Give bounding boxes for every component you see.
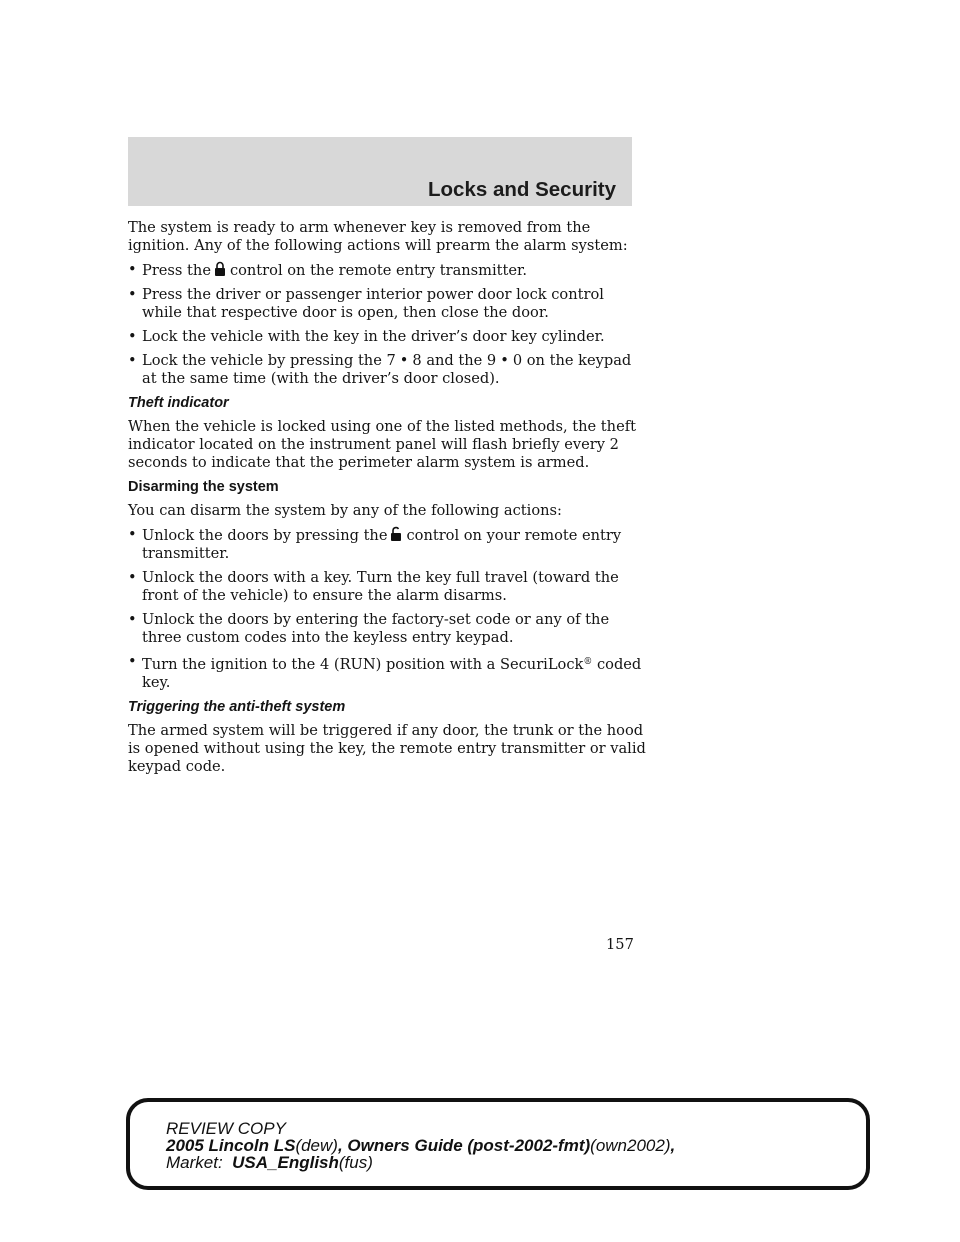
registered-mark: ® [583,657,593,667]
theft-indicator-heading: Theft indicator [128,395,229,411]
disarm-list [128,526,648,692]
triggering-heading: Triggering the anti-theft system [128,699,346,715]
page-body [128,219,648,782]
review-copy-box [126,1098,870,1190]
section-header [128,137,632,206]
list-item: • Unlock the doors by pressing the control on your remote entry transmitter. [128,526,622,562]
page-number: 157 [606,936,634,953]
disarming-heading: Disarming the system [128,479,279,495]
list-item: • Press the driver or passenger interior power door lock control while that respective door is open, then close the door. [128,286,604,321]
triggering-text: The armed system will be triggered if any door, the trunk or the hood is opened without using the key, the remote entry transmitter or valid keypad code. [128,722,646,775]
prearm-list [128,261,648,388]
prearm-intro: The system is ready to arm whenever key is removed from the ignition. Any of the following actions will prearm the alarm system: [128,219,628,254]
list-item: • Press the control on the remote entry transmitter. [128,261,528,279]
disarming-intro: You can disarm the system by any of the following actions: [128,502,562,519]
list-item: • Unlock the doors by entering the factory-set code or any of the three custom codes into the keyless entry keypad. [128,611,610,646]
review-copy-text [166,1120,675,1171]
lock-icon [214,261,226,277]
review-model-line: 2005 Lincoln LS(dew), Owners Guide (post-2002-fmt)(own2002), [166,1136,676,1155]
review-copy-label: REVIEW COPY [166,1119,286,1138]
list-item: • Lock the vehicle with the key in the driver’s door key cylinder. [128,328,605,345]
theft-indicator-text: When the vehicle is locked using one of the listed methods, the theft indicator located on the instrument panel will flash briefly every 2 seconds to indicate that the perimeter alarm system is armed. [128,418,636,471]
unlock-icon [390,526,402,542]
review-market-line: Market: USA_English(fus) [166,1153,373,1172]
list-item: • Unlock the doors with a key. Turn the key full travel (toward the front of the vehicle) to ensure the alarm disarms. [128,569,619,604]
section-title: Locks and Security [428,178,616,201]
list-item: • Turn the ignition to the 4 (RUN) position with a SecuriLock® coded key. [128,653,642,691]
list-item: • Lock the vehicle by pressing the 7 • 8 and the 9 • 0 on the keypad at the same time (with the driver’s door closed). [128,352,632,387]
bullet: • [128,261,137,278]
